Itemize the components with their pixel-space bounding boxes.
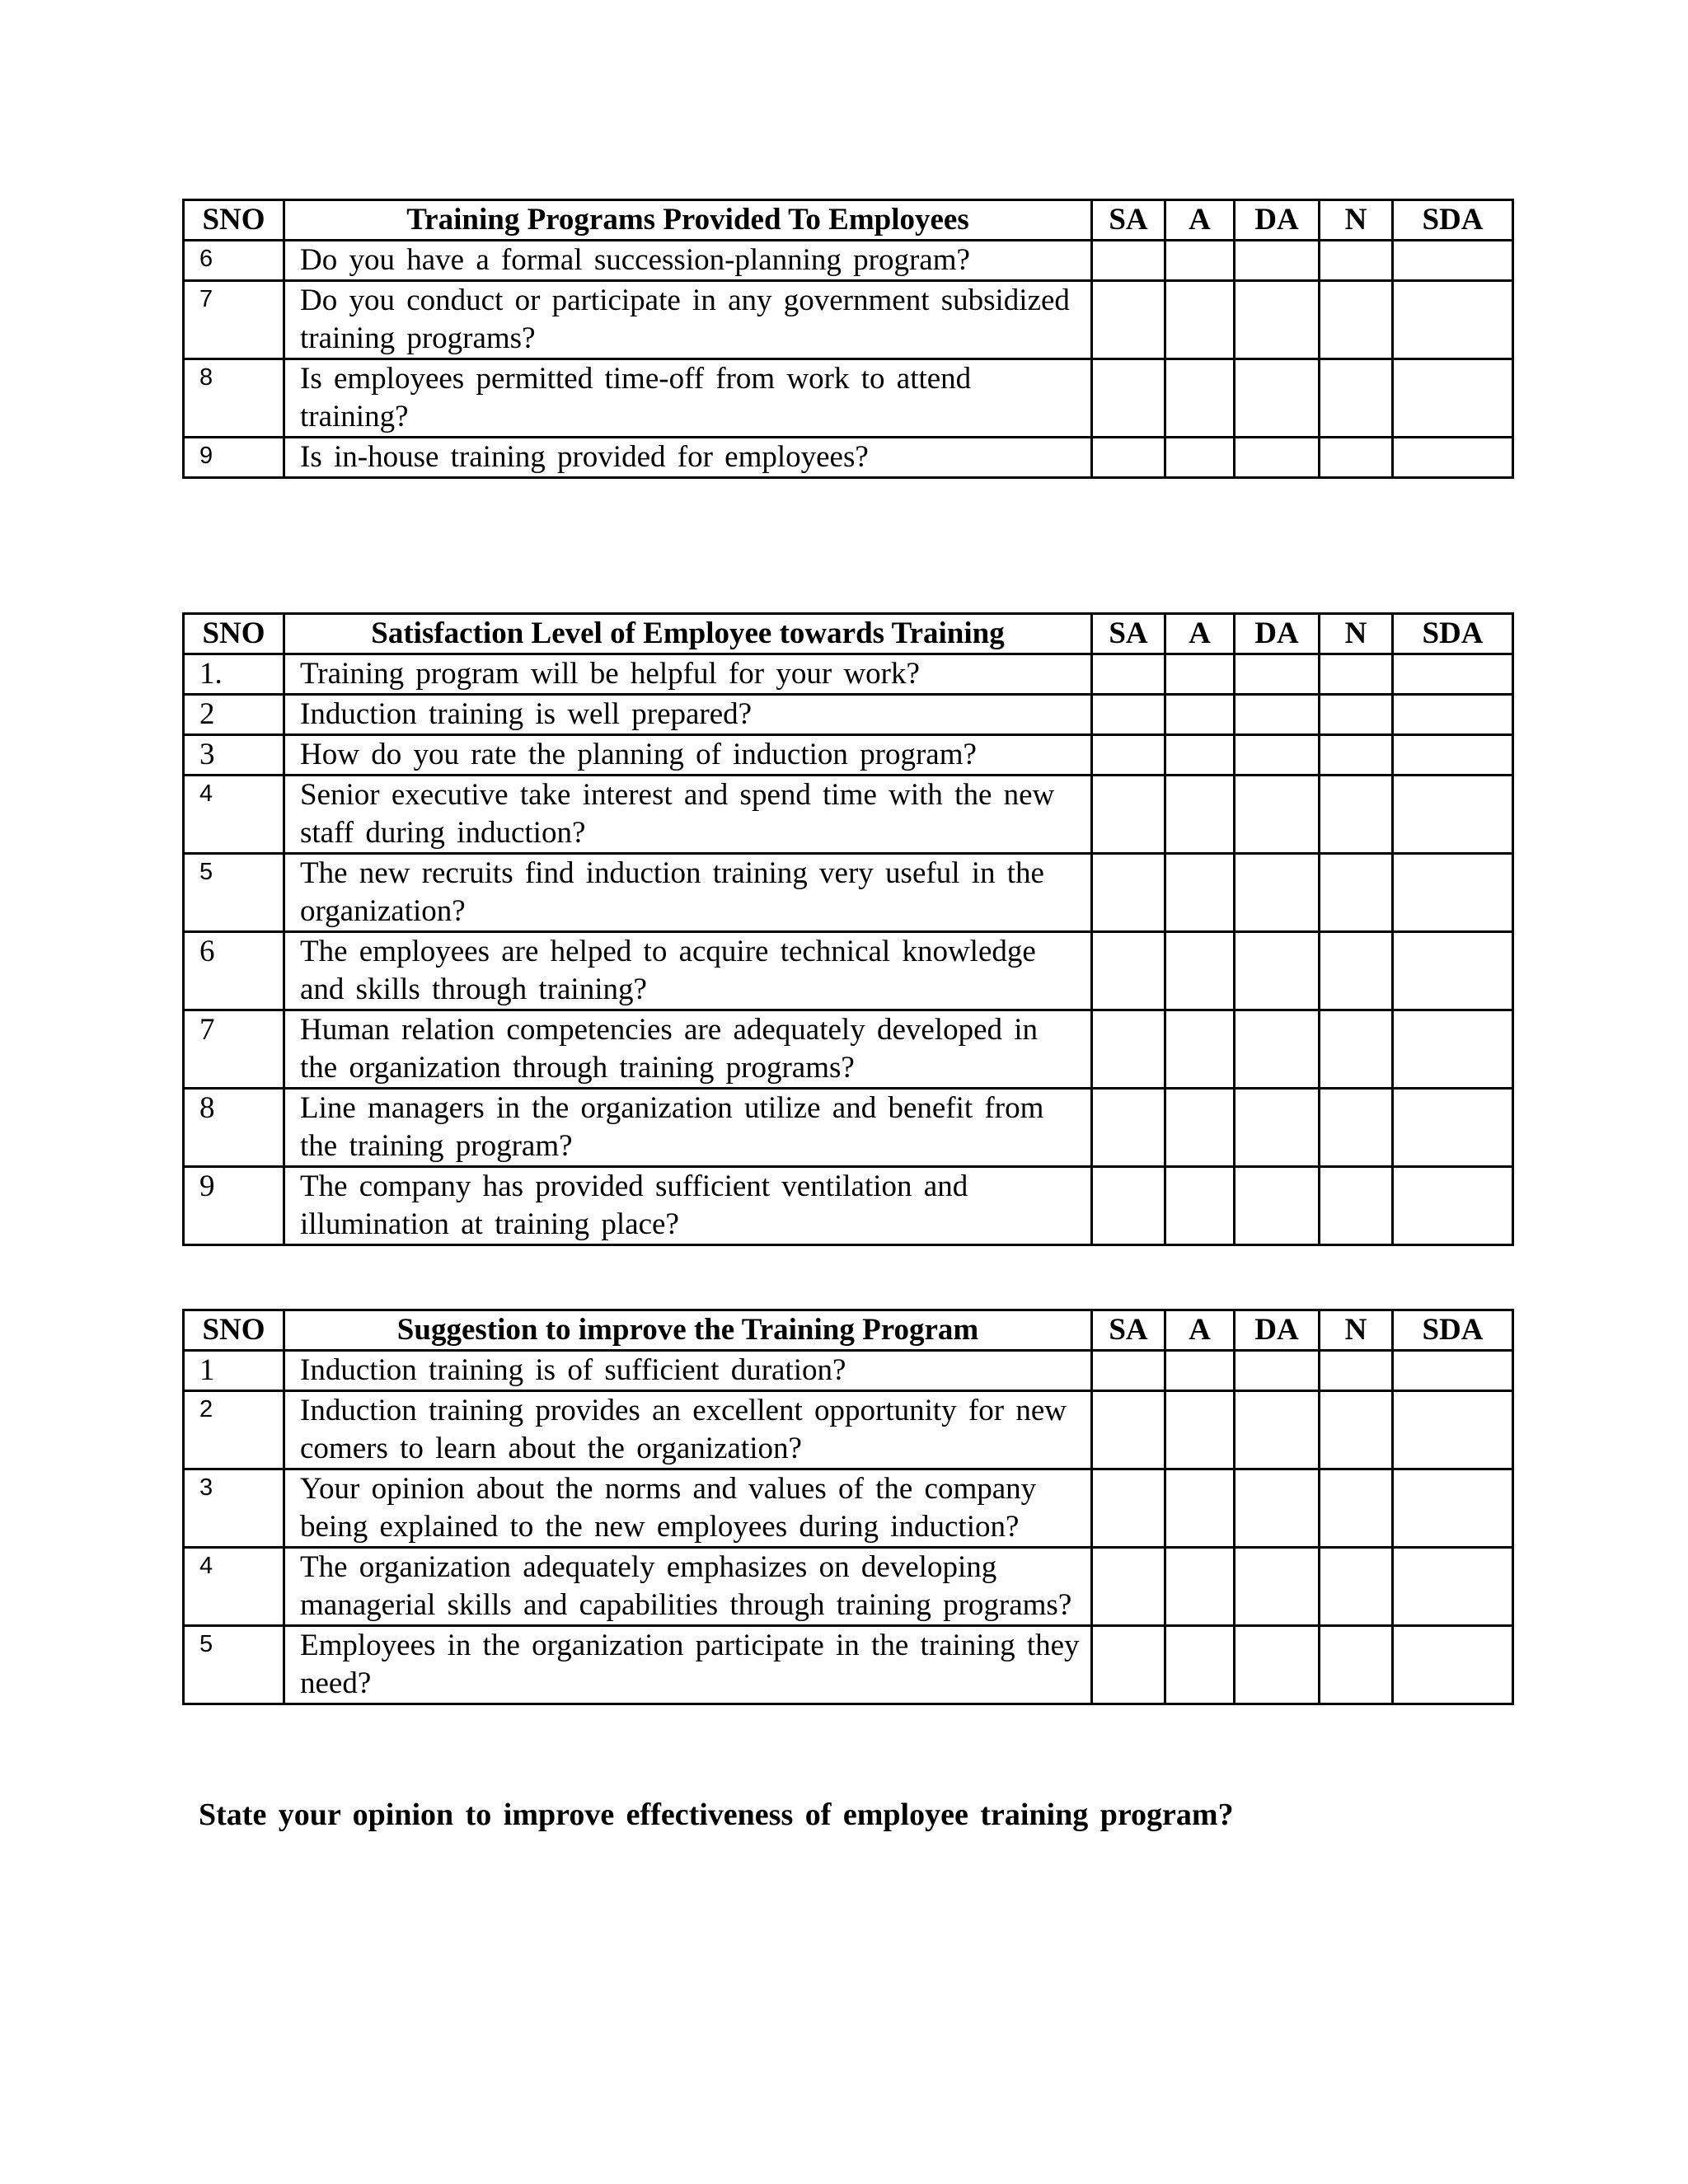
rating-cell-da[interactable] [1235, 1391, 1320, 1469]
rating-cell-n[interactable] [1320, 1469, 1393, 1548]
question-text: Induction training is of sufficient duration? [284, 1351, 1092, 1391]
rating-cell-da[interactable] [1235, 776, 1320, 854]
rating-cell-a[interactable] [1165, 359, 1235, 438]
question-text: Senior executive take interest and spend time with the new staff during induction? [284, 776, 1092, 854]
table-row [184, 1626, 1513, 1704]
rating-cell-a[interactable] [1165, 776, 1235, 854]
row-number: 6 [184, 241, 284, 281]
rating-cell-da[interactable] [1235, 695, 1320, 735]
question-text: Induction training provides an excellent opportunity for new comers to learn about the organization? [284, 1391, 1092, 1469]
rating-cell-n[interactable] [1320, 1626, 1393, 1704]
rating-cell-da[interactable] [1235, 654, 1320, 695]
rating-cell-sda[interactable] [1393, 695, 1513, 735]
rating-cell-da[interactable] [1235, 1469, 1320, 1548]
header-sa: SA [1092, 614, 1165, 654]
question-text: Is in-house training provided for employees? [284, 438, 1092, 478]
rating-cell-sda[interactable] [1393, 654, 1513, 695]
rating-cell-n[interactable] [1320, 854, 1393, 932]
row-number: 1. [184, 654, 284, 695]
rating-cell-sda[interactable] [1393, 1469, 1513, 1548]
satisfaction-level-table [182, 612, 1514, 1246]
table-row [184, 1089, 1513, 1167]
rating-cell-a[interactable] [1165, 1391, 1235, 1469]
rating-cell-a[interactable] [1165, 1469, 1235, 1548]
rating-cell-sda[interactable] [1393, 1010, 1513, 1089]
table-row [184, 281, 1513, 359]
rating-cell-da[interactable] [1235, 359, 1320, 438]
table-row [184, 1167, 1513, 1245]
rating-cell-sda[interactable] [1393, 1548, 1513, 1626]
header-da: DA [1235, 614, 1320, 654]
row-number: 3 [184, 1469, 284, 1548]
rating-cell-sda[interactable] [1393, 932, 1513, 1010]
question-text: Line managers in the organization utilize and benefit from the training program? [284, 1089, 1092, 1167]
table-row [184, 438, 1513, 478]
rating-cell-n[interactable] [1320, 1167, 1393, 1245]
rating-cell-da[interactable] [1235, 241, 1320, 281]
closing-question: State your opinion to improve effectiveness of employee training program? [199, 1797, 1234, 1832]
rating-cell-n[interactable] [1320, 654, 1393, 695]
row-number: 4 [184, 1548, 284, 1626]
rating-cell-sa[interactable] [1092, 776, 1165, 854]
rating-cell-da[interactable] [1235, 932, 1320, 1010]
rating-cell-da[interactable] [1235, 1548, 1320, 1626]
header-a: A [1165, 200, 1235, 241]
rating-cell-da[interactable] [1235, 1351, 1320, 1391]
table-header-row [184, 614, 1513, 654]
table-row [184, 1548, 1513, 1626]
rating-cell-n[interactable] [1320, 1089, 1393, 1167]
row-number: 2 [184, 1391, 284, 1469]
row-number: 9 [184, 1167, 284, 1245]
header-sda: SDA [1393, 614, 1513, 654]
header-a: A [1165, 614, 1235, 654]
rating-cell-a[interactable] [1165, 735, 1235, 776]
training-programs-table [182, 199, 1514, 479]
rating-cell-sa[interactable] [1092, 1626, 1165, 1704]
row-number: 8 [184, 1089, 284, 1167]
question-text: Induction training is well prepared? [284, 695, 1092, 735]
rating-cell-sda[interactable] [1393, 776, 1513, 854]
row-number: 4 [184, 776, 284, 854]
rating-cell-sa[interactable] [1092, 854, 1165, 932]
rating-cell-a[interactable] [1165, 1548, 1235, 1626]
rating-cell-da[interactable] [1235, 438, 1320, 478]
rating-cell-a[interactable] [1165, 1167, 1235, 1245]
header-n: N [1320, 614, 1393, 654]
rating-cell-a[interactable] [1165, 695, 1235, 735]
rating-cell-a[interactable] [1165, 932, 1235, 1010]
rating-cell-sda[interactable] [1393, 854, 1513, 932]
rating-cell-da[interactable] [1235, 1089, 1320, 1167]
row-number: 9 [184, 438, 284, 478]
rating-cell-sda[interactable] [1393, 1089, 1513, 1167]
table-row [184, 1351, 1513, 1391]
rating-cell-n[interactable] [1320, 359, 1393, 438]
rating-cell-da[interactable] [1235, 735, 1320, 776]
rating-cell-a[interactable] [1165, 241, 1235, 281]
header-n: N [1320, 200, 1393, 241]
rating-cell-sa[interactable] [1092, 654, 1165, 695]
row-number: 2 [184, 695, 284, 735]
header-sda: SDA [1393, 1310, 1513, 1351]
rating-cell-da[interactable] [1235, 1626, 1320, 1704]
rating-cell-n[interactable] [1320, 776, 1393, 854]
question-text: Is employees permitted time-off from work to attend training? [284, 359, 1092, 438]
rating-cell-sa[interactable] [1092, 735, 1165, 776]
question-text: The employees are helped to acquire technical knowledge and skills through training? [284, 932, 1092, 1010]
rating-cell-n[interactable] [1320, 281, 1393, 359]
rating-cell-sa[interactable] [1092, 241, 1165, 281]
rating-cell-da[interactable] [1235, 1010, 1320, 1089]
rating-cell-sda[interactable] [1393, 735, 1513, 776]
rating-cell-a[interactable] [1165, 1351, 1235, 1391]
row-number: 7 [184, 281, 284, 359]
rating-cell-sa[interactable] [1092, 359, 1165, 438]
rating-cell-sa[interactable] [1092, 1469, 1165, 1548]
rating-cell-sa[interactable] [1092, 1391, 1165, 1469]
rating-cell-sda[interactable] [1393, 1351, 1513, 1391]
sno-header: SNO [184, 614, 284, 654]
rating-cell-sa[interactable] [1092, 1089, 1165, 1167]
row-number: 6 [184, 932, 284, 1010]
rating-cell-sa[interactable] [1092, 1010, 1165, 1089]
rating-cell-sda[interactable] [1393, 1626, 1513, 1704]
rating-cell-sda[interactable] [1393, 281, 1513, 359]
rating-cell-sa[interactable] [1092, 281, 1165, 359]
rating-cell-a[interactable] [1165, 438, 1235, 478]
question-text: Human relation competencies are adequately developed in the organization through training programs? [284, 1010, 1092, 1089]
rating-cell-n[interactable] [1320, 438, 1393, 478]
table-header-row [184, 200, 1513, 241]
rating-cell-da[interactable] [1235, 281, 1320, 359]
section-title: Training Programs Provided To Employees [284, 200, 1092, 241]
header-da: DA [1235, 200, 1320, 241]
table-header-row [184, 1310, 1513, 1351]
sno-header: SNO [184, 1310, 284, 1351]
sno-header: SNO [184, 200, 284, 241]
rating-cell-sa[interactable] [1092, 932, 1165, 1010]
table-row [184, 735, 1513, 776]
header-sa: SA [1092, 1310, 1165, 1351]
rating-cell-n[interactable] [1320, 695, 1393, 735]
header-da: DA [1235, 1310, 1320, 1351]
table-row [184, 1010, 1513, 1089]
rating-cell-sda[interactable] [1393, 359, 1513, 438]
rating-cell-sa[interactable] [1092, 695, 1165, 735]
row-number: 5 [184, 854, 284, 932]
header-sa: SA [1092, 200, 1165, 241]
section-title: Suggestion to improve the Training Program [284, 1310, 1092, 1351]
rating-cell-sda[interactable] [1393, 1391, 1513, 1469]
section-title: Satisfaction Level of Employee towards Training [284, 614, 1092, 654]
row-number: 8 [184, 359, 284, 438]
suggestion-table [182, 1309, 1514, 1705]
rating-cell-sda[interactable] [1393, 241, 1513, 281]
rating-cell-sda[interactable] [1393, 1167, 1513, 1245]
question-text: The company has provided sufficient ventilation and illumination at training place? [284, 1167, 1092, 1245]
question-text: Employees in the organization participate in the training they need? [284, 1626, 1092, 1704]
header-sda: SDA [1393, 200, 1513, 241]
table-row [184, 359, 1513, 438]
table-row [184, 1391, 1513, 1469]
rating-cell-n[interactable] [1320, 735, 1393, 776]
table-row [184, 695, 1513, 735]
rating-cell-n[interactable] [1320, 241, 1393, 281]
question-text: Training program will be helpful for your work? [284, 654, 1092, 695]
rating-cell-da[interactable] [1235, 1167, 1320, 1245]
header-n: N [1320, 1310, 1393, 1351]
table-row [184, 776, 1513, 854]
table-row [184, 854, 1513, 932]
rating-cell-a[interactable] [1165, 654, 1235, 695]
row-number: 1 [184, 1351, 284, 1391]
table-row [184, 654, 1513, 695]
rating-cell-a[interactable] [1165, 1010, 1235, 1089]
rating-cell-n[interactable] [1320, 932, 1393, 1010]
row-number: 7 [184, 1010, 284, 1089]
table-row [184, 1469, 1513, 1548]
rating-cell-n[interactable] [1320, 1548, 1393, 1626]
rating-cell-n[interactable] [1320, 1351, 1393, 1391]
question-text: The new recruits find induction training very useful in the organization? [284, 854, 1092, 932]
rating-cell-a[interactable] [1165, 854, 1235, 932]
question-text: Do you conduct or participate in any government subsidized training programs? [284, 281, 1092, 359]
rating-cell-a[interactable] [1165, 1089, 1235, 1167]
rating-cell-sa[interactable] [1092, 1548, 1165, 1626]
rating-cell-da[interactable] [1235, 854, 1320, 932]
header-a: A [1165, 1310, 1235, 1351]
rating-cell-sda[interactable] [1393, 438, 1513, 478]
table-row [184, 932, 1513, 1010]
row-number: 3 [184, 735, 284, 776]
table-row [184, 241, 1513, 281]
rating-cell-a[interactable] [1165, 1626, 1235, 1704]
row-number: 5 [184, 1626, 284, 1704]
question-text: The organization adequately emphasizes on developing managerial skills and capabilities through training programs? [284, 1548, 1092, 1626]
rating-cell-n[interactable] [1320, 1010, 1393, 1089]
rating-cell-a[interactable] [1165, 281, 1235, 359]
question-text: Do you have a formal succession-planning program? [284, 241, 1092, 281]
rating-cell-sa[interactable] [1092, 1351, 1165, 1391]
rating-cell-n[interactable] [1320, 1391, 1393, 1469]
rating-cell-sa[interactable] [1092, 1167, 1165, 1245]
rating-cell-sa[interactable] [1092, 438, 1165, 478]
question-text: Your opinion about the norms and values of the company being explained to the new employees during induction? [284, 1469, 1092, 1548]
question-text: How do you rate the planning of induction program? [284, 735, 1092, 776]
